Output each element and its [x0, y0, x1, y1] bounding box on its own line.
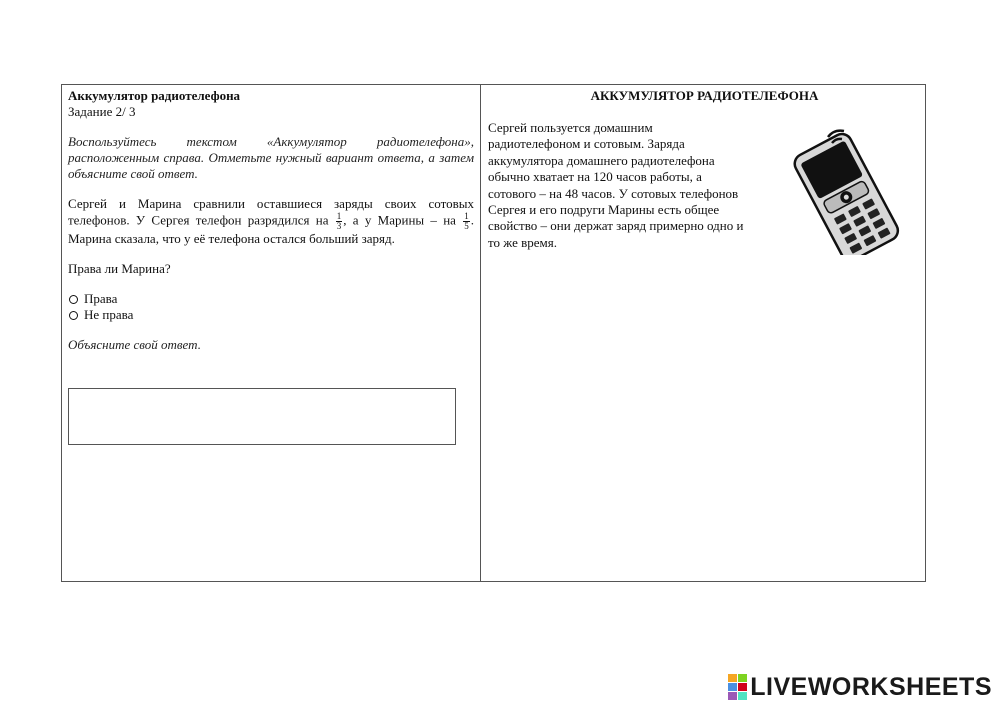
answer-textbox[interactable]	[68, 388, 456, 445]
answer-options	[68, 291, 474, 323]
option-right[interactable]	[68, 291, 474, 307]
radio-button[interactable]	[69, 295, 78, 304]
question-text: Права ли Марина?	[68, 261, 171, 276]
task-column	[68, 88, 474, 353]
article-title: АККУМУЛЯТОР РАДИОТЕЛЕФОНА	[590, 88, 819, 103]
brand-logo-icon	[728, 674, 747, 700]
brand-name: LIVEWORKSHEETS	[750, 673, 992, 701]
option-wrong[interactable]	[68, 307, 474, 323]
task-number: Задание 2/ 3	[68, 104, 136, 119]
task-title: Аккумулятор радиотелефона	[68, 88, 241, 103]
article-text: Сергей пользуется домашним радиотелефоном и сотовым. Заряда аккумулятора домашнего радиотелефона обычно хватает на 120 часов работы, а сотового – на 48 часов. У сотовых телефонов Сергея и его подруги Марины есть общее свойство – они держат заряд примерно одно и то же время.	[488, 120, 744, 250]
column-divider	[480, 85, 481, 581]
radio-button[interactable]	[69, 311, 78, 320]
fraction-one-third: $\frac{1}{3}$	[336, 211, 342, 231]
liveworksheets-brand[interactable]	[728, 675, 992, 699]
option-label: Не права	[84, 307, 134, 322]
problem-text: Сергей и Марина сравнили оставшиеся заряды своих сотовых телефонов. У Сергея телефон разрядился на $\frac{1}{3}$ , а у Марины – на $\frac{1}{5}$ . Марина сказала, что у её телефона остался больший заряд.	[68, 196, 474, 246]
explain-prompt: Объясните свой ответ.	[68, 337, 201, 352]
worksheet-table	[61, 84, 926, 582]
fraction-one-fifth: $\frac{1}{5}$	[464, 211, 469, 231]
instruction-text: Воспользуйтесь текстом «Аккумулятор радиотелефона», расположенным справа. Отметьте нужный вариант ответа, а затем объясните свой ответ.	[68, 134, 474, 181]
option-label: Права	[84, 291, 118, 306]
mobile-phone-icon	[770, 125, 918, 255]
